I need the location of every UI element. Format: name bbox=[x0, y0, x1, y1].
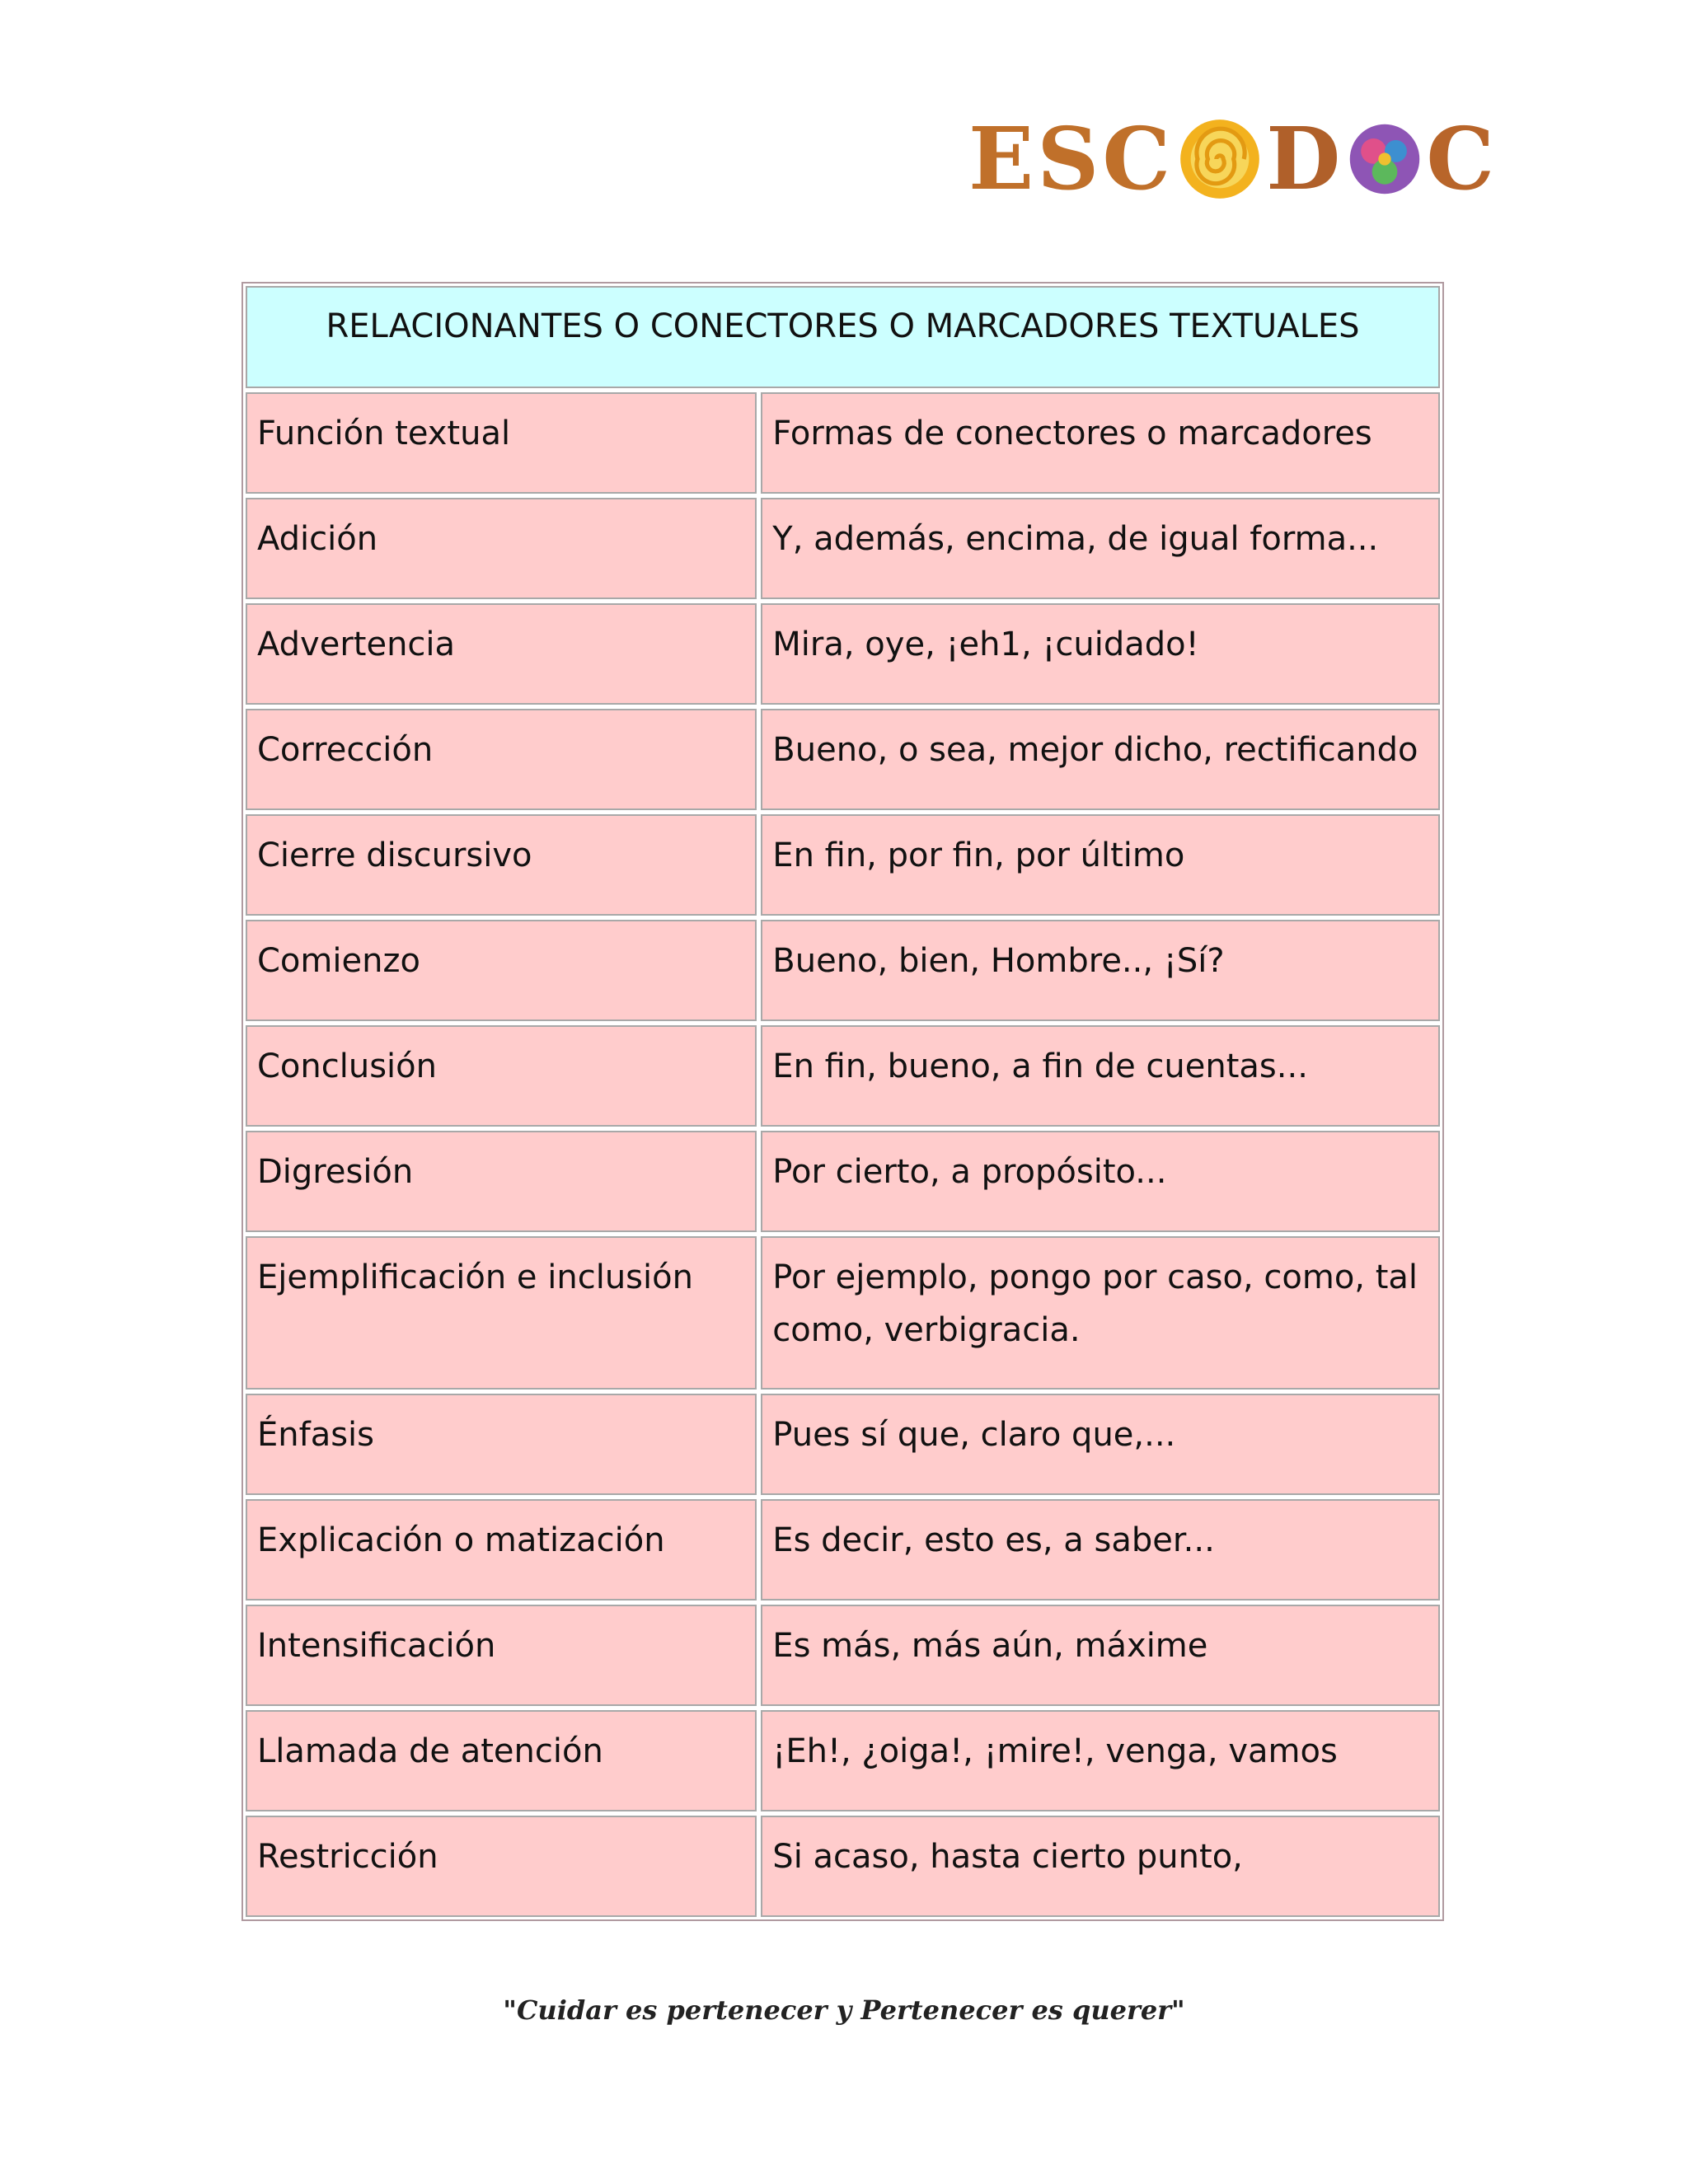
table-row bbox=[246, 1816, 1440, 1917]
function-cell: Ejemplificación e inclusión bbox=[246, 1236, 757, 1390]
function-cell: Intensificación bbox=[246, 1605, 757, 1706]
table-row bbox=[246, 1710, 1440, 1811]
function-cell: Explicación o matización bbox=[246, 1499, 757, 1601]
column-header-forms: Formas de conectores o marcadores bbox=[761, 392, 1440, 494]
table-row bbox=[246, 814, 1440, 916]
function-cell: Conclusión bbox=[246, 1025, 757, 1127]
table-row bbox=[246, 709, 1440, 810]
column-header-function: Función textual bbox=[246, 392, 757, 494]
forms-cell: Mira, oye, ¡eh1, ¡cuidado! bbox=[761, 603, 1440, 705]
logo-wordmark bbox=[968, 108, 1498, 209]
table-title: RELACIONANTES O CONECTORES O MARCADORES TEXTUALES bbox=[246, 286, 1440, 388]
escodoc-logo bbox=[968, 108, 1498, 209]
table-row bbox=[246, 920, 1440, 1021]
function-cell: Llamada de atención bbox=[246, 1710, 757, 1811]
function-cell: Énfasis bbox=[246, 1394, 757, 1495]
logo-swirl-icon bbox=[1177, 116, 1263, 202]
footer-quote: "Cuidar es pertenecer y Pertenecer es querer" bbox=[503, 1994, 1185, 2026]
forms-cell: Y, además, encima, de igual forma... bbox=[761, 498, 1440, 599]
table-row bbox=[246, 1131, 1440, 1232]
function-cell: Cierre discursivo bbox=[246, 814, 757, 916]
function-cell: Comienzo bbox=[246, 920, 757, 1021]
table-header-row bbox=[246, 392, 1440, 494]
forms-cell: Por ejemplo, pongo por caso, como, tal como, verbigracia. bbox=[761, 1236, 1440, 1390]
forms-cell: Si acaso, hasta cierto punto, bbox=[761, 1816, 1440, 1917]
function-cell: Corrección bbox=[246, 709, 757, 810]
table-row bbox=[246, 1236, 1440, 1390]
logo-text-d: D bbox=[1266, 108, 1344, 209]
logo-text-c: C bbox=[1426, 108, 1498, 209]
forms-cell: ¡Eh!, ¿oiga!, ¡mire!, venga, vamos bbox=[761, 1710, 1440, 1811]
forms-cell: Bueno, bien, Hombre.., ¡Sí? bbox=[761, 920, 1440, 1021]
table-row bbox=[246, 1025, 1440, 1127]
table-row bbox=[246, 1605, 1440, 1706]
table-row bbox=[246, 1499, 1440, 1601]
table-row bbox=[246, 603, 1440, 705]
forms-cell: En fin, por fin, por último bbox=[761, 814, 1440, 916]
logo-collage-icon bbox=[1345, 120, 1424, 199]
logo-text-esc: ESC bbox=[968, 108, 1175, 209]
forms-cell: Es más, más aún, máxime bbox=[761, 1605, 1440, 1706]
function-cell: Advertencia bbox=[246, 603, 757, 705]
connectors-table bbox=[241, 282, 1444, 1921]
function-cell: Digresión bbox=[246, 1131, 757, 1232]
table-row bbox=[246, 1394, 1440, 1495]
forms-cell: Por cierto, a propósito... bbox=[761, 1131, 1440, 1232]
forms-cell: En fin, bueno, a fin de cuentas... bbox=[761, 1025, 1440, 1127]
forms-cell: Pues sí que, claro que,... bbox=[761, 1394, 1440, 1495]
function-cell: Adición bbox=[246, 498, 757, 599]
function-cell: Restricción bbox=[246, 1816, 757, 1917]
forms-cell: Es decir, esto es, a saber... bbox=[761, 1499, 1440, 1601]
table-row bbox=[246, 498, 1440, 599]
forms-cell: Bueno, o sea, mejor dicho, rectificando bbox=[761, 709, 1440, 810]
